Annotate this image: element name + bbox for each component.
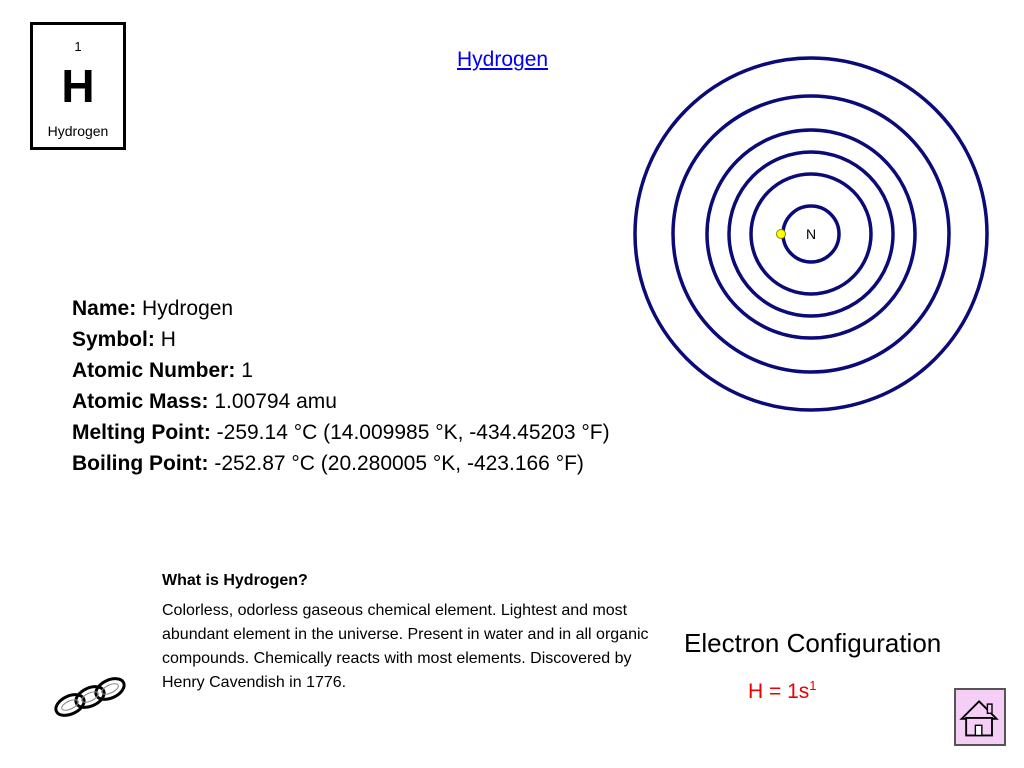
chain-link-icon[interactable] [50, 672, 130, 722]
property-name: Name: Hydrogen [72, 297, 234, 320]
property-atomic-number: Atomic Number: 1 [72, 359, 253, 382]
property-atomic-mass: Atomic Mass: 1.00794 amu [72, 390, 337, 413]
property-symbol: Symbol: H [72, 328, 176, 351]
electron-dot [777, 230, 786, 239]
about-heading: What is Hydrogen? [162, 572, 308, 589]
tile-element-name: Hydrogen [47, 123, 109, 139]
home-button[interactable] [954, 688, 1006, 746]
element-tile [30, 22, 126, 150]
element-title-link[interactable]: Hydrogen [457, 48, 549, 71]
electron-config-title: Electron Configuration [684, 628, 942, 658]
element-properties [72, 293, 610, 479]
tile-atomic-number: 1 [74, 39, 82, 54]
about-text: Colorless, odorless gaseous chemical element. Lightest and most abundant element in the universe. Present in water and in all organic compounds. Chemically reacts with most elements. Discovered by Henry Cavendish in 1776. [162, 602, 649, 691]
home-icon [956, 690, 1004, 744]
nucleus-label: N [805, 226, 817, 242]
property-melting-point: Melting Point: -259.14 °C (14.009985 °K, -434.45203 °F) [72, 421, 610, 444]
electron-config-value: $H = 1s^1$ [748, 678, 817, 703]
property-boiling-point: Boiling Point: -252.87 °C (20.280005 °K, -423.166 °F) [72, 452, 584, 475]
about-section [162, 572, 662, 695]
bohr-model-diagram [632, 56, 994, 412]
tile-symbol: H [61, 60, 95, 112]
